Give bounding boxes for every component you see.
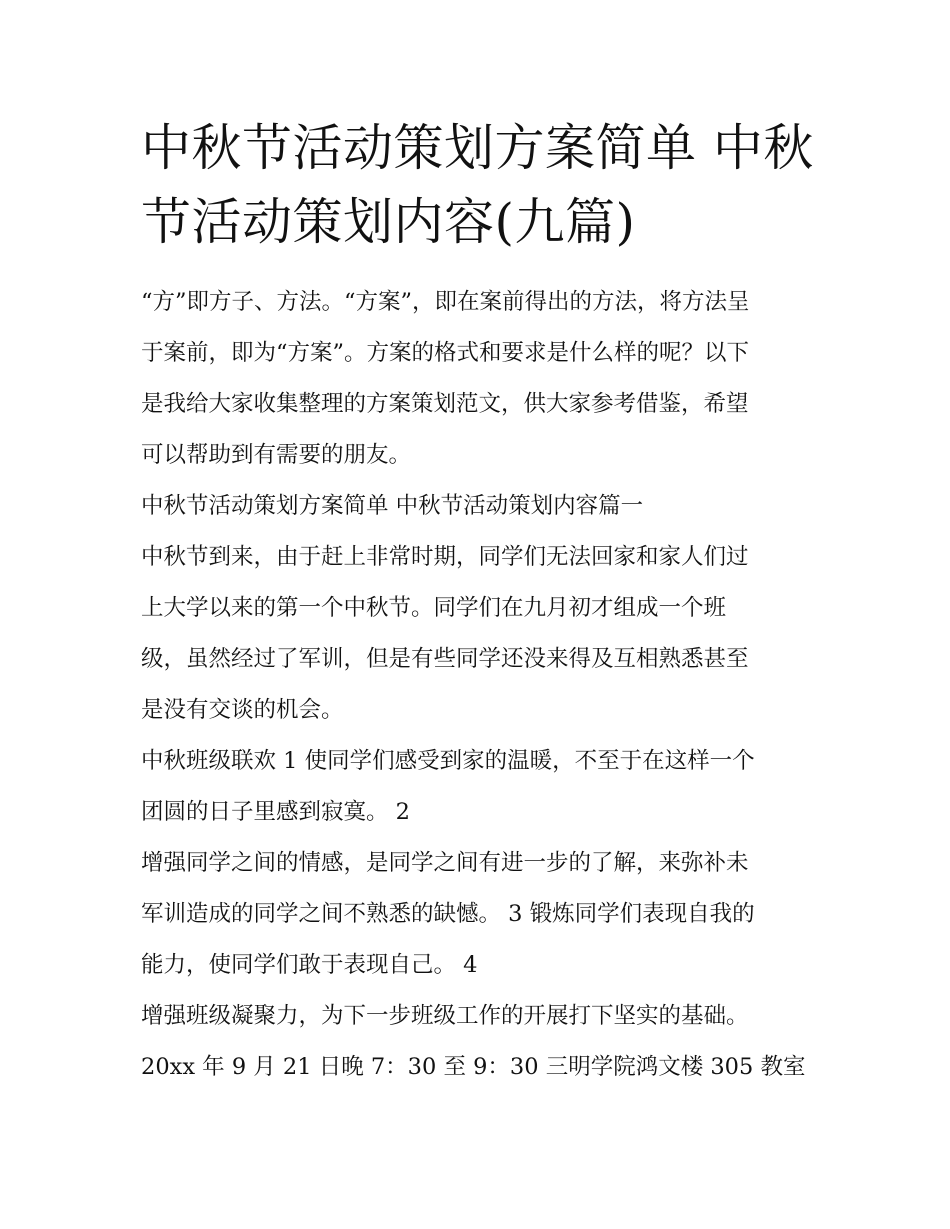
body-line: 能力，使同学们敢于表现自己。 4 — [141, 952, 478, 978]
document-title — [141, 111, 821, 259]
section-heading: 中秋节活动策划方案简单 中秋节活动策划内容篇一 — [141, 493, 644, 519]
body-line: 增强班级凝聚力，为下一步班级工作的开展打下坚实的基础。 — [141, 1003, 749, 1029]
body-line: 中秋节到来，由于赶上非常时期，同学们无法回家和家人们过 — [141, 544, 749, 570]
body-line: 是我给大家收集整理的方案策划范文，供大家参考借鉴，希望 — [141, 391, 749, 417]
title-line-1: 中秋节活动策划方案简单 中秋 — [141, 119, 814, 177]
body-line: 中秋班级联欢 1 使同学们感受到家的温暖，不至于在这样一个 — [141, 748, 755, 774]
body-line: “方”即方子、方法。“方案”，即在案前得出的方法，将方法呈 — [141, 289, 750, 315]
body-line: 团圆的日子里感到寂寞。 2 — [141, 799, 410, 825]
document-page — [141, 0, 821, 1229]
body-line: 上大学以来的第一个中秋节。同学们在九月初才组成一个班 — [141, 595, 727, 621]
body-line: 于案前，即为“方案”。方案的格式和要求是什么样的呢？以下 — [141, 340, 750, 366]
body-line: 可以帮助到有需要的朋友。 — [141, 442, 412, 468]
body-line: 是没有交谈的机会。 — [141, 697, 344, 723]
title-line-2: 节活动策划内容(九篇) — [141, 193, 636, 251]
body-line: 增强同学之间的情感，是同学之间有进一步的了解，来弥补未 — [141, 850, 749, 876]
document-body — [141, 277, 821, 1093]
body-line: 军训造成的同学之间不熟悉的缺憾。 3 锻炼同学们表现自我的 — [141, 901, 755, 927]
body-line: 级，虽然经过了军训，但是有些同学还没来得及互相熟悉甚至 — [141, 646, 749, 672]
body-line: 20xx 年 9 月 21 日晚 7：30 至 9：30 三明学院鸿文楼 305 教室 — [141, 1054, 806, 1080]
